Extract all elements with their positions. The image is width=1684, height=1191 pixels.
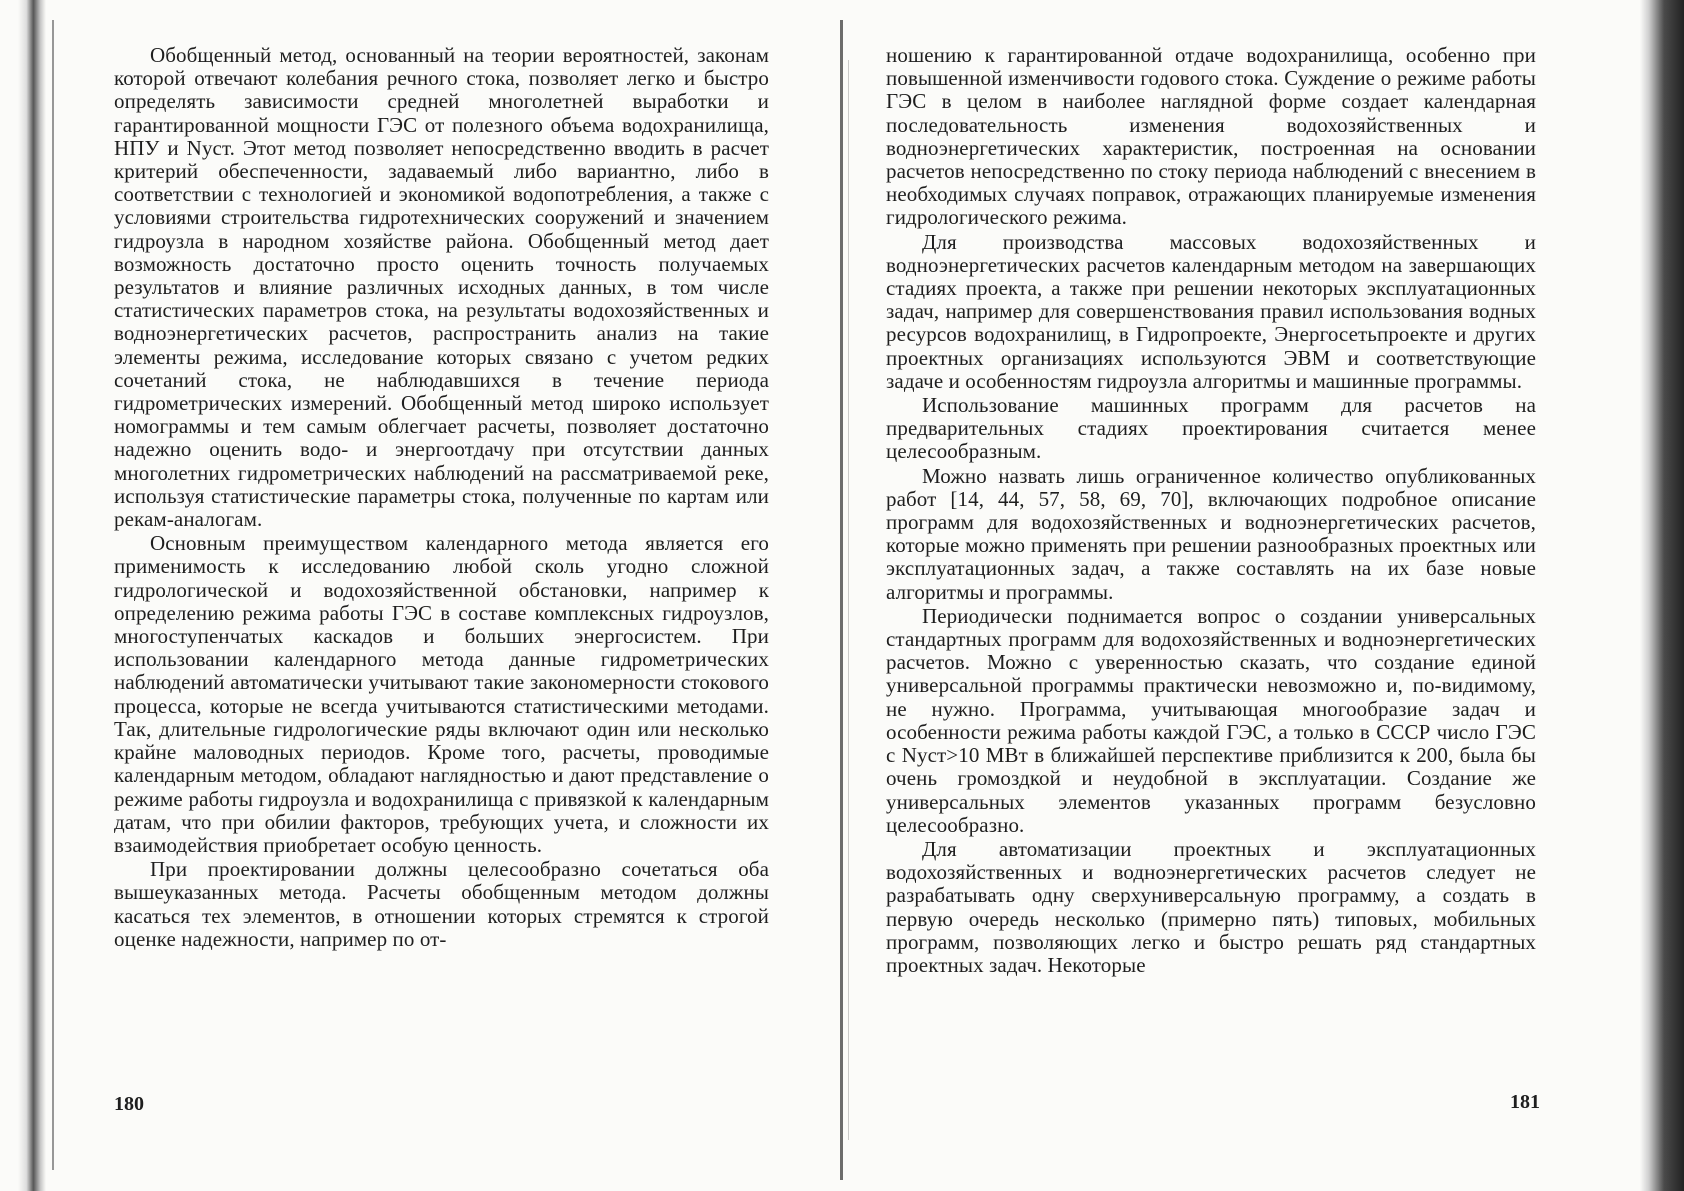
right-page [886, 44, 1536, 977]
paragraph: Периодически поднимается вопрос о создании универсальных стандартных программ для водохозяйственных и водноэнергетических расчетов. Можно с уверенностью сказать, что создание единой универсальной программы практически невозможно и, по-видимому, не нужно. Программа, учитывающая многообразие задач и особенности режима работы каждой ГЭС, а только в СССР число ГЭС с Nуст>10 МВт в ближайшей перспективе приблизится к 200, была бы очень громоздкой и неудобной в эксплуатации. Создание же универсальных элементов указанных программ безусловно целесообразно. [886, 603, 1536, 837]
paragraph: Для производства массовых водохозяйственных и водноэнергетических расчетов календарным методом на завершающих стадиях проекта, а также при решении некоторых эксплуатационных задач, например для совершенствования правил использования водных ресурсов водохранилищ, в Гидропроекте, Энергосетьпроекте и других проектных организациях используются ЭВМ и соответствующие задаче и особенностям гидроузла алгоритмы и машинные программы. [886, 229, 1536, 393]
paragraph: При проектировании должны целесообразно сочетаться оба вышеуказанных метода. Расчеты обобщенным методом должны касаться тех элементов, в отношении которых стремятся к строгой оценке надежности, например по от- [114, 857, 769, 951]
scan-left-edge-line [52, 20, 54, 1170]
scan-left-edge-shadow [18, 0, 46, 1191]
paragraph: Обобщенный метод, основанный на теории вероятностей, законам которой отвечают колебания речного стока, позволяет легко и быстро определять зависимости средней многолетней выработки и гарантированной мощности ГЭС от полезного объема водохранилища, НПУ и Nуст. Этот метод позволяет непосредственно вводить в расчет критерий обеспеченности, задаваемый либо вариантно, либо в соответствии с технологией и экономикой водопотребления, а также с условиями строительства гидротехнических сооружений и значением гидроузла в народном хозяйстве района. Обобщенный метод дает возможность достаточно просто оценить точность получаемых результатов и влияние различных исходных данных, в том числе статистических параметров стока, на результаты водохозяйственных и водноэнергетических расчетов, распространить анализ на такие элементы режима, исследование которых связано с учетом редких сочетаний стока, не наблюдавшихся в течение периода гидрометрических измерений. Обобщенный метод широко использует номограммы и тем самым облегчает расчеты, позволяет достаточно надежно оценить водо- и энергоотдачу при отсутствии данных многолетних гидрометрических наблюдений на рассматриваемой реке, используя статистические параметры стока, полученные по картам или рекам-аналогам. [114, 43, 769, 532]
book-spine-line [848, 60, 849, 1140]
paragraph-continuation: ношению к гарантированной отдаче водохранилища, особенно при повышенной изменчивости годового стока. Суждение о режиме работы ГЭС в целом в наиболее наглядной форме создает календарная последовательность изменения водохозяйственных и водноэнергетических характеристик, построенная на основании расчетов непосредственно по стоку периода наблюдений с внесением в необходимых случаях поправок, отражающих планируемые изменения гидрологического режима. [886, 43, 1536, 230]
paragraph: Использование машинных программ для расчетов на предварительных стадиях проектирования считается менее целесообразным. [886, 393, 1536, 464]
page-number-left: 180 [114, 1093, 144, 1115]
book-spine-shadow [840, 20, 843, 1180]
paragraph: Можно назвать лишь ограниченное количество опубликованных работ [14, 44, 57, 58, 69, 70], включающих подробное описание программ для водохозяйственных и водноэнергетических расчетов, которые можно применять при решении разнообразных проектных или эксплуатационных задач, а также составлять на их базе новые алгоритмы и программы. [886, 463, 1536, 604]
paragraph: Основным преимуществом календарного метода является его применимость к исследованию любой сколь угодно сложной гидрологической и водохозяйственной обстановки, например к определению режима работы ГЭС в составе комплексных гидроузлов, многоступенчатых каскадов и больших энергосистем. При использовании календарного метода данные гидрометрических наблюдений автоматически учитывают такие закономерности стокового процесса, которые не всегда учитываются статистическими методами. Так, длительные гидрологические ряды включают один или несколько крайне маловодных периодов. Кроме того, расчеты, проводимые календарным методом, обладают наглядностью и дают представление о режиме работы гидроузла и водохранилища с привязкой к календарным датам, что при обилии факторов, требующих учета, и сложности их взаимодействия приобретает особую ценность. [114, 531, 769, 857]
left-page [114, 44, 769, 951]
scan-right-edge-shadow [1640, 0, 1684, 1191]
page-number-right: 181 [1510, 1091, 1540, 1113]
paragraph: Для автоматизации проектных и эксплуатационных водохозяйственных и водноэнергетических расчетов следует не разрабатывать одну сверхуниверсальную программу, а создать в первую очередь несколько (примерно пять) типовых, мобильных программ, позволяющих легко и быстро решать ряд стандартных проектных задач. Некоторые [886, 836, 1536, 977]
